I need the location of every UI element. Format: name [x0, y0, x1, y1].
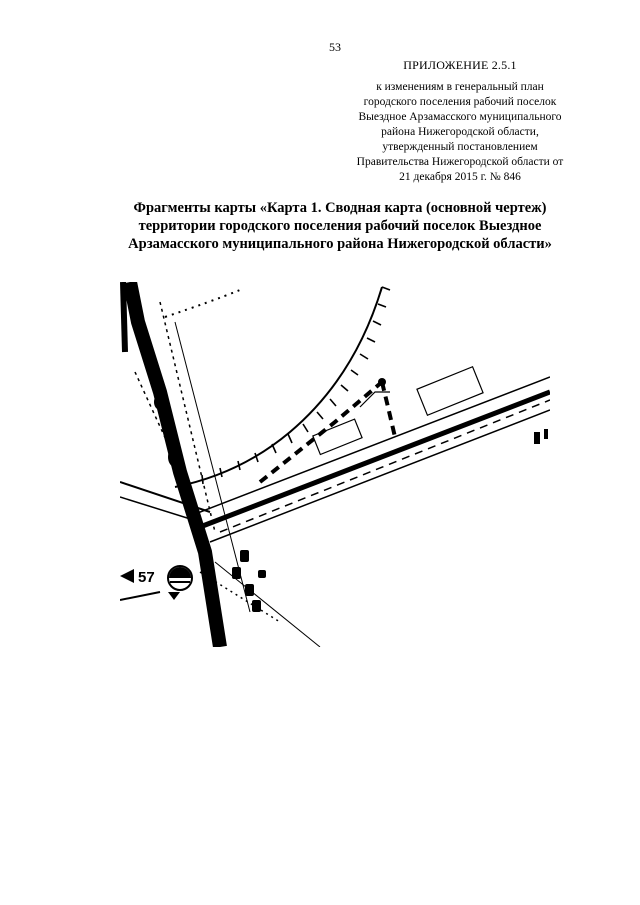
arrow-left-icon: [120, 569, 134, 583]
right-marker: [534, 429, 548, 444]
parcel-symbols: [232, 550, 266, 612]
appendix-line: Выездное Арзамасского муниципального: [358, 111, 562, 123]
appendix-text: [330, 80, 590, 185]
heading-line: Арзамасского муниципального района Нижегородской области»: [128, 236, 552, 252]
appendix-line: района Нижегородской области,: [381, 126, 539, 138]
map-drawing: [120, 282, 550, 647]
map-label-number: 57: [138, 569, 155, 586]
appendix-line: утвержденный постановлением: [382, 141, 538, 153]
appendix-line: городского поселения рабочий поселок: [363, 96, 557, 108]
appendix-line: к изменениям в генеральный план: [376, 81, 544, 93]
heading-line: Фрагменты карты «Карта 1. Сводная карта (основной чертеж): [133, 200, 547, 216]
appendix-line: Правительства Нижегородской области от: [356, 156, 564, 168]
appendix-line: 21 декабря 2015 г. № 846: [399, 171, 521, 183]
map-fragment: [120, 282, 550, 647]
appendix-title: ПРИЛОЖЕНИЕ 2.5.1: [403, 58, 517, 72]
heading-line: территории городского поселения рабочий поселок Выездное: [138, 218, 542, 234]
page-number: 53: [329, 40, 341, 54]
dashed-boundary: [260, 382, 395, 482]
boundary-arc: [175, 287, 390, 490]
road-lower-right: [215, 562, 320, 647]
document-heading: [90, 199, 590, 253]
dotted-path-top: [165, 290, 240, 317]
road-left-diagonal: [120, 482, 210, 512]
road-bottom-left: [120, 592, 160, 600]
map-marker-57: [120, 566, 192, 600]
